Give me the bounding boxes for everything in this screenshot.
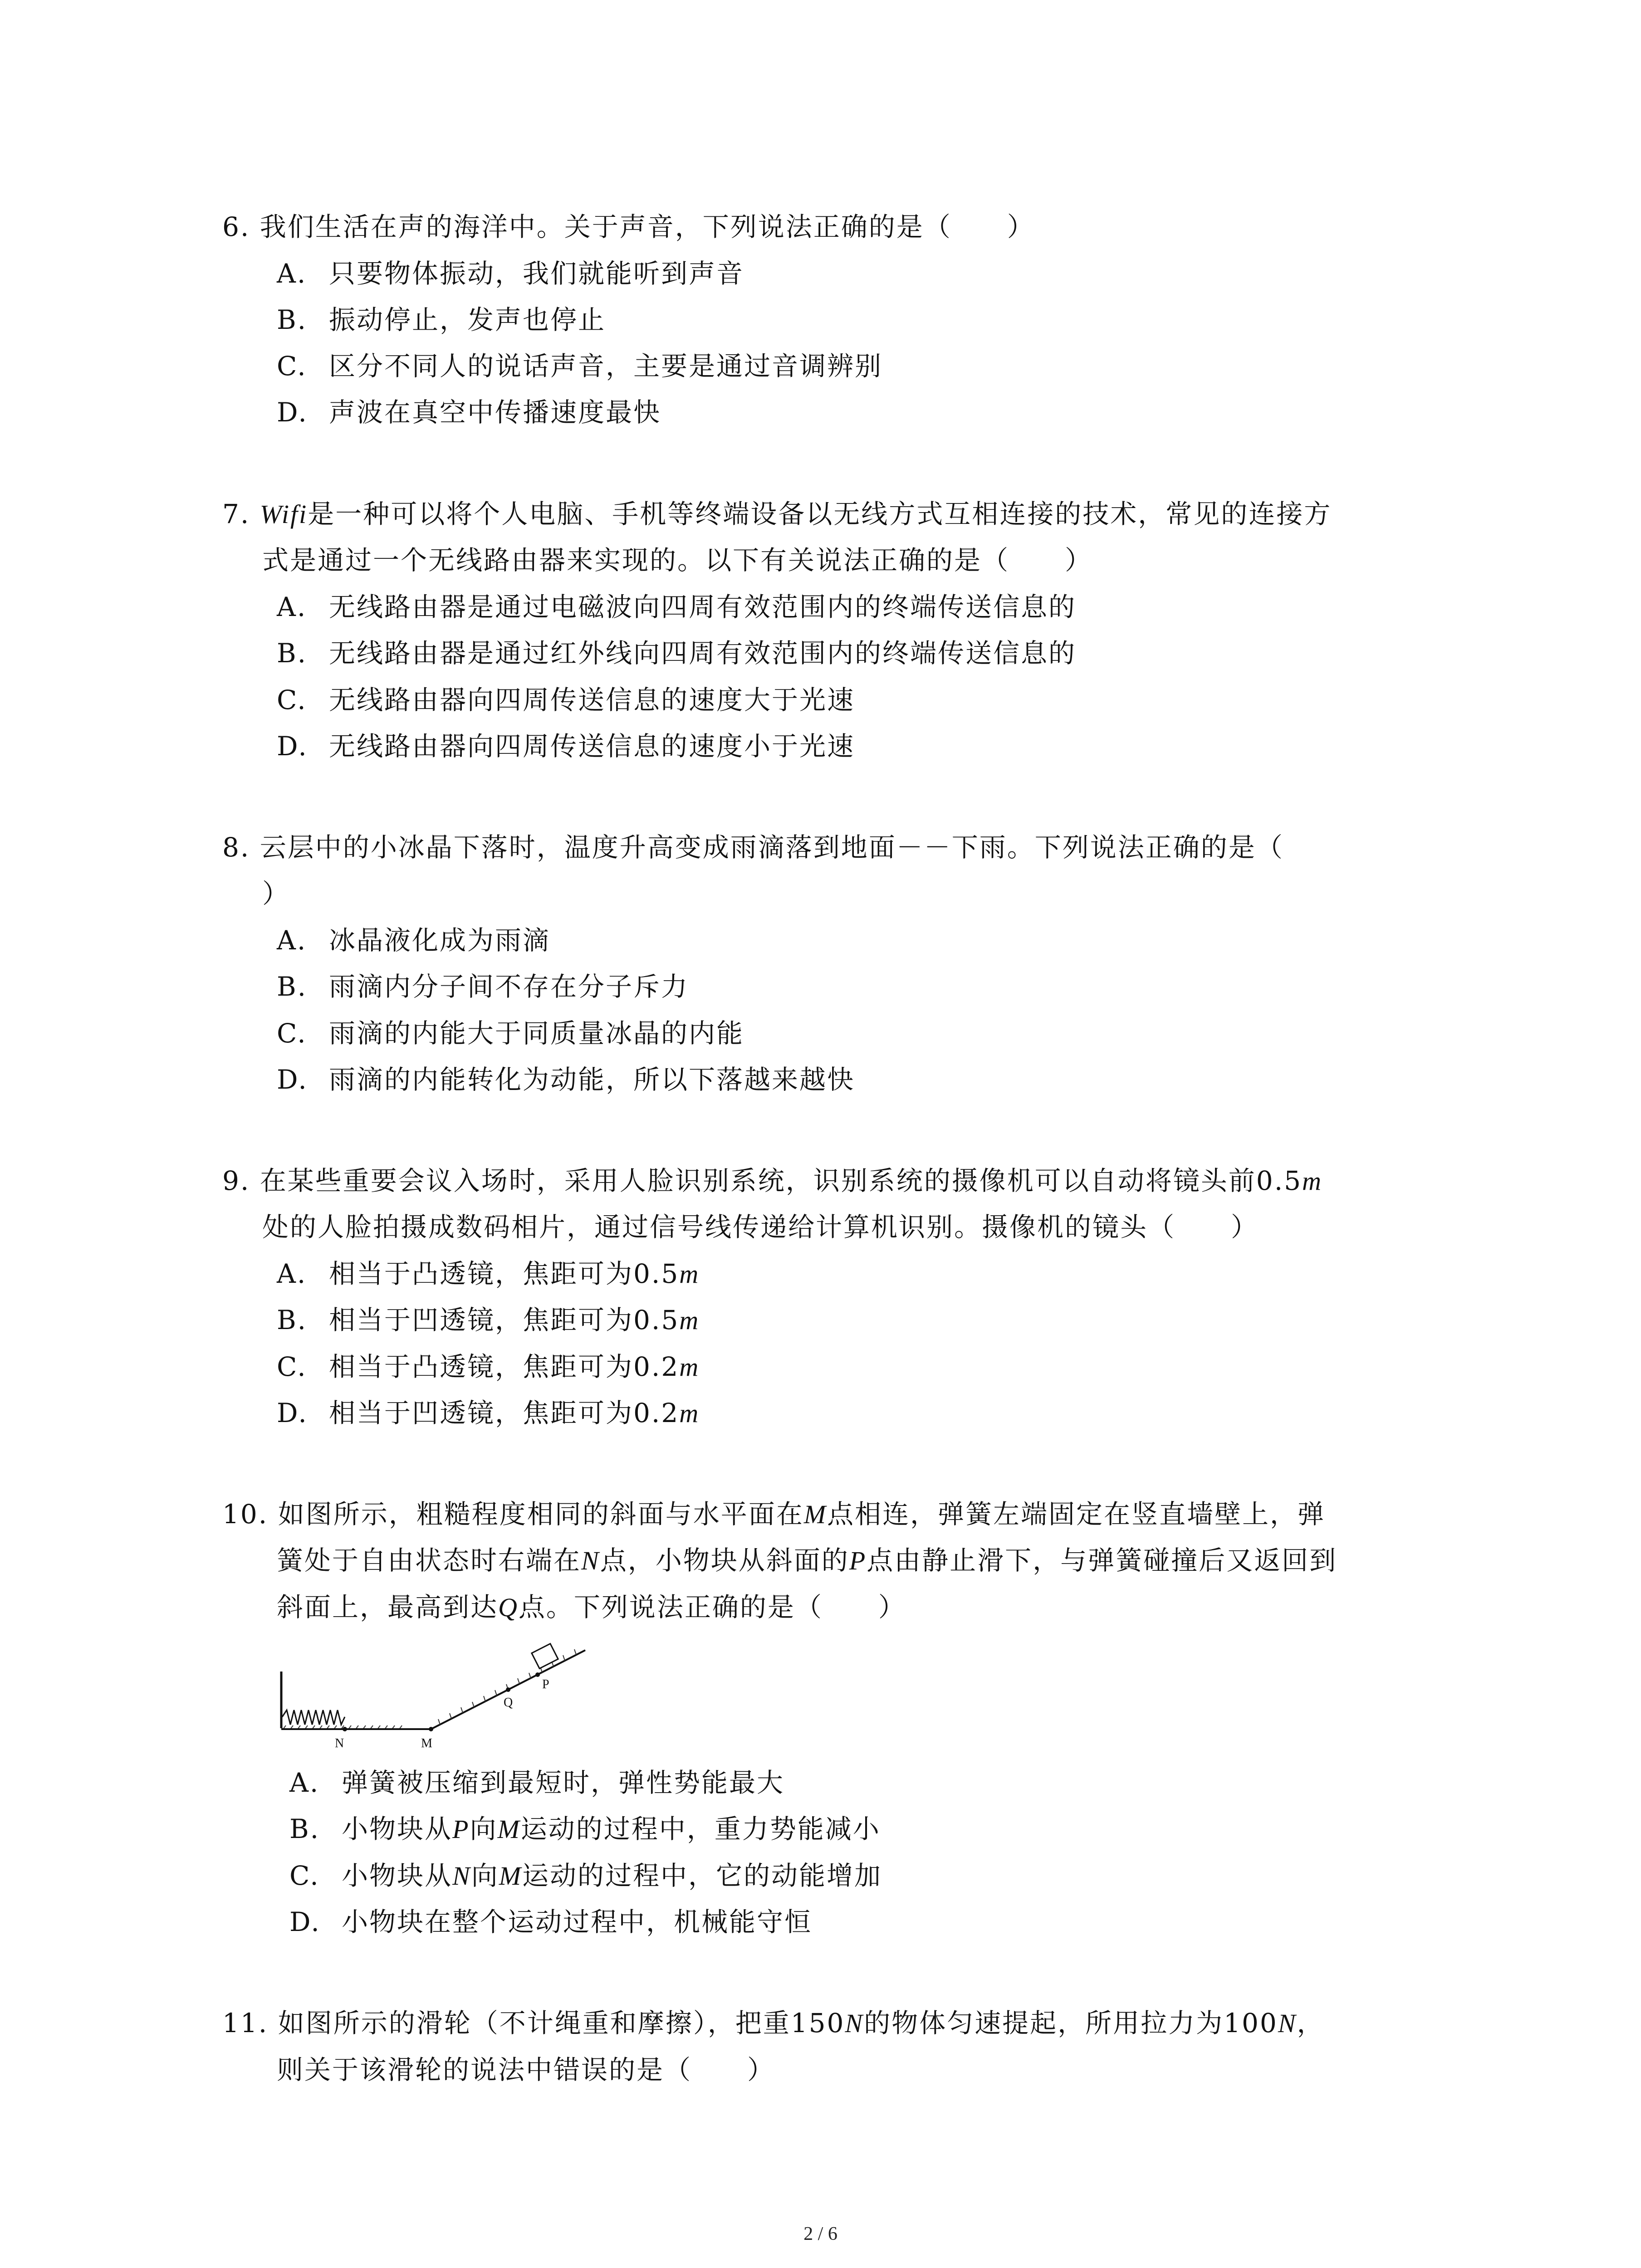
question-text: 点由静止滑下，与弹簧碰撞后又返回到 bbox=[867, 1545, 1337, 1576]
question-7-option-c[interactable] bbox=[277, 684, 855, 716]
question-number: 6. bbox=[222, 211, 250, 242]
block bbox=[532, 1644, 558, 1669]
question-text: 斜面上，最高到达 bbox=[277, 1592, 499, 1623]
question-text: 云层中的小冰晶下落时，温度升高变成雨滴落到地面－－下雨。下列说法正确的是（ bbox=[260, 832, 1284, 863]
option-letter: B. bbox=[277, 1305, 308, 1335]
question-text: ， bbox=[1297, 2008, 1325, 2038]
spring-incline-figure bbox=[277, 1628, 594, 1765]
question-10-stem-line-3 bbox=[277, 1591, 906, 1623]
option-text: 运动的过程中，它的动能增加 bbox=[522, 1860, 882, 1891]
question-7-stem-line-2 bbox=[262, 544, 1092, 576]
option-letter: A. bbox=[277, 1258, 307, 1289]
option-letter: B. bbox=[277, 304, 308, 335]
force-value: 100 bbox=[1224, 2008, 1278, 2038]
question-8-stem-line-1 bbox=[222, 831, 1284, 863]
point-m-dot bbox=[429, 1727, 433, 1731]
option-letter: C. bbox=[277, 1018, 307, 1049]
option-letter: C. bbox=[277, 1351, 307, 1382]
option-text: 小物块在整个运动过程中，机械能守恒 bbox=[342, 1906, 813, 1937]
var-m: M bbox=[499, 1861, 523, 1891]
option-text: 相当于凹透镜，焦距可为 bbox=[329, 1305, 634, 1335]
option-unit: m bbox=[679, 1398, 700, 1428]
question-6-option-a[interactable] bbox=[277, 258, 744, 289]
question-6-option-b[interactable] bbox=[277, 304, 606, 336]
question-text: 如图所示的滑轮（不计绳重和摩擦），把重 bbox=[278, 2008, 791, 2038]
point-n-dot bbox=[343, 1727, 347, 1731]
option-value: 0.2 bbox=[633, 1351, 680, 1382]
question-text: 式是通过一个无线路由器来实现的。以下有关说法正确的是（ ） bbox=[262, 545, 1093, 576]
question-10-stem-line-1 bbox=[222, 1498, 1325, 1530]
var-p: P bbox=[452, 1814, 470, 1844]
option-letter: C. bbox=[277, 351, 307, 381]
option-text: 冰晶液化成为雨滴 bbox=[329, 925, 551, 956]
var-q: Q bbox=[498, 1593, 519, 1622]
option-text: 小物块从 bbox=[342, 1813, 453, 1844]
question-8-option-d[interactable] bbox=[277, 1064, 855, 1095]
question-text: 簧处于自由状态时右端在 bbox=[277, 1545, 582, 1576]
question-6-option-c[interactable] bbox=[277, 350, 882, 382]
option-text: 声波在真空中传播速度最快 bbox=[329, 397, 661, 428]
question-8-option-b[interactable] bbox=[277, 971, 689, 1002]
option-letter: B. bbox=[289, 1813, 320, 1844]
option-text: 弹簧被压缩到最短时，弹性势能最大 bbox=[342, 1767, 785, 1798]
option-letter: D. bbox=[289, 1906, 321, 1937]
question-9-option-b[interactable] bbox=[277, 1304, 700, 1336]
option-text: 无线路由器是通过红外线向四周有效范围内的终端传送信息的 bbox=[329, 638, 1077, 669]
question-number: 11. bbox=[222, 2008, 269, 2038]
question-8-stem-line-2 bbox=[262, 878, 290, 909]
question-10-option-c[interactable] bbox=[289, 1860, 882, 1892]
option-text: 无线路由器是通过电磁波向四周有效范围内的终端传送信息的 bbox=[329, 591, 1077, 622]
option-text: 向 bbox=[470, 1813, 498, 1844]
question-text: 在某些重要会议入场时，采用人脸识别系统，识别系统的摄像机可以自动将镜头前 bbox=[260, 1165, 1256, 1196]
question-9-stem-line-2 bbox=[262, 1211, 1259, 1243]
distance-unit: m bbox=[1302, 1166, 1323, 1196]
point-q-dot bbox=[506, 1687, 510, 1692]
option-text: 向 bbox=[471, 1860, 499, 1891]
option-unit: m bbox=[679, 1305, 700, 1335]
question-6-stem bbox=[222, 211, 1035, 243]
option-letter: D. bbox=[277, 1398, 308, 1428]
option-text: 只要物体振动，我们就能听到声音 bbox=[329, 258, 745, 289]
option-letter: B. bbox=[277, 638, 308, 669]
question-10-option-a[interactable] bbox=[289, 1767, 784, 1799]
point-p-dot bbox=[535, 1672, 540, 1677]
wifi-term: Wifi bbox=[260, 499, 308, 529]
question-text: 如图所示，粗糙程度相同的斜面与水平面在 bbox=[278, 1499, 804, 1530]
page-number: 2 / 6 bbox=[803, 2224, 838, 2244]
question-7-stem-line-1 bbox=[222, 498, 1332, 530]
var-n: N bbox=[452, 1861, 471, 1891]
question-text: ） bbox=[262, 878, 290, 909]
option-unit: m bbox=[679, 1352, 700, 1382]
question-text: 则关于该滑轮的说法中错误的是（ ） bbox=[277, 2054, 775, 2085]
option-text: 振动停止，发声也停止 bbox=[329, 304, 606, 335]
question-8-option-c[interactable] bbox=[277, 1017, 744, 1049]
question-text: 的物体匀速提起，所用拉力为 bbox=[864, 2008, 1224, 2038]
option-value: 0.2 bbox=[633, 1398, 680, 1428]
option-text: 无线路由器向四周传送信息的速度大于光速 bbox=[329, 684, 855, 715]
option-value: 0.5 bbox=[633, 1258, 680, 1289]
option-letter: D. bbox=[277, 1064, 308, 1095]
option-text: 相当于凹透镜，焦距可为 bbox=[329, 1398, 634, 1428]
question-text: 点，小物块从斜面的 bbox=[600, 1545, 849, 1576]
label-p: P bbox=[542, 1677, 549, 1691]
label-q: Q bbox=[504, 1696, 513, 1710]
option-letter: A. bbox=[289, 1767, 320, 1798]
option-letter: B. bbox=[277, 971, 308, 1002]
option-letter: D. bbox=[277, 397, 308, 428]
label-n: N bbox=[335, 1736, 344, 1750]
option-letter: C. bbox=[277, 684, 307, 715]
option-text: 雨滴内分子间不存在分子斥力 bbox=[329, 971, 689, 1002]
var-m: M bbox=[497, 1814, 521, 1844]
question-8-option-a[interactable] bbox=[277, 924, 550, 956]
option-text: 区分不同人的说话声音，主要是通过音调辨别 bbox=[329, 351, 883, 381]
question-number: 8. bbox=[222, 832, 250, 863]
option-text: 运动的过程中，重力势能减小 bbox=[520, 1813, 881, 1844]
question-9-option-a[interactable] bbox=[277, 1258, 700, 1290]
option-letter: C. bbox=[289, 1860, 320, 1891]
question-9-stem-line-1 bbox=[222, 1165, 1323, 1197]
question-10-option-b[interactable] bbox=[289, 1813, 881, 1845]
spring bbox=[282, 1710, 345, 1725]
option-text: 相当于凸透镜，焦距可为 bbox=[329, 1351, 634, 1382]
option-text: 雨滴的内能转化为动能，所以下落越来越快 bbox=[329, 1064, 855, 1095]
question-7-option-b[interactable] bbox=[277, 637, 1076, 669]
option-letter: A. bbox=[277, 925, 307, 956]
weight-value: 150 bbox=[790, 2008, 845, 2038]
var-n: N bbox=[581, 1546, 600, 1575]
option-letter: A. bbox=[277, 258, 307, 289]
question-6-option-d[interactable] bbox=[277, 396, 661, 428]
weight-unit: N bbox=[845, 2009, 864, 2038]
force-unit: N bbox=[1278, 2009, 1297, 2038]
question-text: 处的人脸拍摄成数码相片，通过信号线传递给计算机识别。摄像机的镜头（ ） bbox=[262, 1212, 1259, 1242]
question-11-stem-line-2 bbox=[277, 2054, 775, 2086]
question-10-stem-line-2 bbox=[277, 1545, 1337, 1577]
option-letter: A. bbox=[277, 591, 307, 622]
question-11-stem-line-1 bbox=[222, 2007, 1325, 2039]
option-text: 无线路由器向四周传送信息的速度小于光速 bbox=[329, 731, 855, 762]
question-7-option-d[interactable] bbox=[277, 730, 855, 762]
option-letter: D. bbox=[277, 731, 308, 762]
question-9-option-d[interactable] bbox=[277, 1397, 700, 1429]
option-text: 小物块从 bbox=[342, 1860, 453, 1891]
option-text: 相当于凸透镜，焦距可为 bbox=[329, 1258, 634, 1289]
question-text: 是一种可以将个人电脑、手机等终端设备以无线方式互相连接的技术，常见的连接方 bbox=[308, 499, 1332, 529]
option-value: 0.5 bbox=[633, 1305, 680, 1335]
var-m: M bbox=[803, 1500, 828, 1529]
option-text: 雨滴的内能大于同质量冰晶的内能 bbox=[329, 1018, 745, 1049]
var-p: P bbox=[849, 1546, 867, 1575]
question-10-option-d[interactable] bbox=[289, 1906, 812, 1938]
distance-value: 0.5 bbox=[1256, 1165, 1303, 1196]
question-text: 点。下列说法正确的是（ ） bbox=[518, 1592, 906, 1623]
question-9-option-c[interactable] bbox=[277, 1351, 700, 1383]
option-unit: m bbox=[679, 1259, 700, 1289]
question-number: 7. bbox=[222, 499, 250, 529]
question-text: 我们生活在声的海洋中。关于声音，下列说法正确的是（ ） bbox=[260, 211, 1035, 242]
question-number: 10. bbox=[222, 1499, 269, 1530]
label-m: M bbox=[421, 1736, 432, 1750]
question-number: 9. bbox=[222, 1165, 250, 1196]
question-text: 点相连，弹簧左端固定在竖直墙壁上，弹 bbox=[827, 1499, 1326, 1530]
question-7-option-a[interactable] bbox=[277, 591, 1076, 623]
